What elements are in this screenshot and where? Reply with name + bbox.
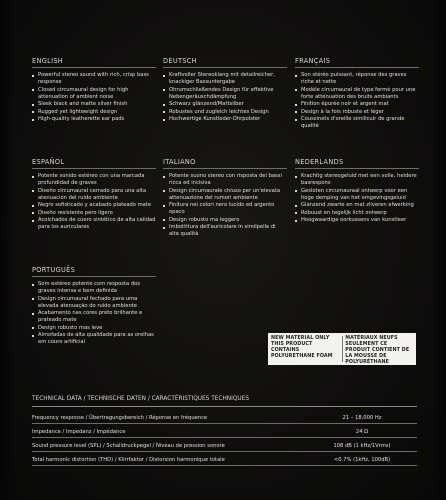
language-block-nederlands — [295, 158, 419, 225]
tech-value: 21 – 18,000 Hz — [342, 415, 382, 421]
feature-item: Potente suono stereo con risposta dei bassi ricca ed incisiva — [163, 173, 287, 187]
feature-list — [163, 72, 287, 123]
technical-data-section — [32, 396, 417, 466]
feature-item: Finitura nei colori nero lucido ed argento opaco — [163, 202, 287, 216]
feature-item: Gesloten circumauraal ontwerp voor een hoge demping van het omgevingsgeluid — [295, 188, 419, 202]
feature-list — [295, 72, 419, 130]
feature-item: Potente sonido estéreo con una marcada profundidad de graves — [32, 173, 156, 187]
feature-item: Design robusto mas leve — [32, 325, 156, 332]
feature-item: Hochwertige Kunstleder-Ohrpolster — [163, 116, 287, 123]
polyurethane-notice-label — [268, 333, 416, 365]
tech-row-frequency — [32, 410, 417, 424]
feature-item: Krachtig stereogeluid met een volle, heldere basrespons — [295, 173, 419, 187]
language-block-italiano — [163, 158, 287, 239]
feature-item: Design à la fois robuste et léger — [295, 109, 419, 116]
language-header: FRANÇAIS — [295, 57, 419, 68]
tech-label: Frequency response / Übertragungsbereich / Réponse en fréquence — [32, 415, 208, 421]
feature-list — [32, 72, 156, 123]
language-header: ENGLISH — [32, 57, 156, 68]
feature-item: Diseño circumaural cerrado para una alta atenuación del ruido ambiente — [32, 188, 156, 202]
feature-item: Negro sofisticado y acabado plateado mate — [32, 202, 156, 209]
feature-item: Robuust en tegelijk licht ontwerp — [295, 210, 419, 217]
feature-list — [32, 173, 156, 231]
language-block-english — [32, 57, 156, 124]
feature-list — [163, 173, 287, 238]
tech-row-impedance — [32, 424, 417, 438]
tech-label: Total harmonic distortion (THD) / Klirrfaktor / Distorsion harmonique totale — [32, 457, 225, 463]
feature-item: Sleek black and matte silver finish — [32, 101, 156, 108]
feature-item: Almofadas de alta qualidade para as orelhas em couro artificial — [32, 332, 156, 346]
feature-item: Diseño resistente pero ligero — [32, 210, 156, 217]
feature-item: Hoogwaardige oorkussens van kunstleer — [295, 217, 419, 224]
language-header: ESPAÑOL — [32, 158, 156, 169]
right-shadow-edge — [432, 0, 446, 500]
language-block-portugues — [32, 266, 156, 347]
feature-item: Acabamento nas cores preto brilhante e prateado mate — [32, 310, 156, 324]
feature-item: Ohrumschließendes Design für effektive Nebengeräuschdämpfung — [163, 87, 287, 101]
feature-item: Modèle circumaural de type fermé pour une forte atténuation des bruits ambiants — [295, 87, 419, 101]
language-block-deutsch — [163, 57, 287, 124]
language-header: NEDERLANDS — [295, 158, 419, 169]
feature-item: Design circumaural fechado para uma elevada atenuação do ruído ambiente — [32, 296, 156, 310]
left-shadow-edge — [0, 0, 14, 500]
feature-item: Son stéréo puissant, réponse des graves riche et nette — [295, 72, 419, 86]
feature-item: Kraftvoller Stereoklang mit detailreicher, knackiger Bassuntergabe — [163, 72, 287, 86]
feature-list — [295, 173, 419, 224]
feature-item: Schwarz glänzend/Mattsilber — [163, 101, 287, 108]
notice-text-en: NEW MATERIAL ONLY THIS PRODUCT CONTAINS POLYURETHANE FOAM — [271, 336, 333, 359]
tech-value: <0.7% (1kHz, 100dB) — [333, 457, 391, 463]
feature-item: Rugged yet lightweight design — [32, 109, 156, 116]
feature-item: Powerful stereo sound with rich, crisp bass response — [32, 72, 156, 86]
feature-item: Imbottitura dell'auricolare in similpelle di alta qualità — [163, 224, 287, 238]
feature-item: Closed circumaural design for high attenuation of ambient noise — [32, 87, 156, 101]
language-header: ITALIANO — [163, 158, 287, 169]
language-header: PORTUGUÊS — [32, 266, 156, 277]
technical-data-header: TECHNICAL DATA / TECHNISCHE DATEN / CARACTÉRISTIQUES TECHNIQUES — [32, 396, 417, 407]
feature-item: Design robusto ma leggero — [163, 217, 287, 224]
feature-item: Finition épurée noir et argent mat — [295, 101, 419, 108]
tech-value: 24 Ω — [355, 429, 369, 435]
feature-item: Robustes und zugleich leichtes Design — [163, 109, 287, 116]
language-block-francais — [295, 57, 419, 131]
feature-item: Coussinets d'oreille similicuir de grande qualité — [295, 116, 419, 130]
tech-row-thd — [32, 452, 417, 466]
feature-item: High-quality leatherette ear pads — [32, 116, 156, 123]
feature-item: Som estéreo potente com resposta dos graves intensa e bem definida — [32, 281, 156, 295]
feature-item: Design circumaurale chiuso per un'elevata attenuazione del rumori ambiente — [163, 188, 287, 202]
tech-row-spl — [32, 438, 417, 452]
feature-item: Acolchados de cuero sintético de alta calidad para los auriculares — [32, 217, 156, 231]
tech-label: Sound pressure level (SPL) / Schalldruckpegel / Niveau de pression sonore — [32, 443, 225, 449]
feature-item: Glanzend zwarte en mat zilveren afwerking — [295, 202, 419, 209]
feature-list — [32, 281, 156, 346]
tech-label: Impedance / Impedanz / Impédance — [32, 429, 126, 435]
language-header: DEUTSCH — [163, 57, 287, 68]
language-block-espanol — [32, 158, 156, 232]
tech-value: 108 dB (1 kHz/1Vrms) — [333, 443, 391, 449]
notice-text-fr: MATÉRIAUX NEUFS SEULEMENT CE PRODUIT CONTIENT DE LA MOUSSE DE POLYURÉTHANE — [345, 336, 410, 365]
